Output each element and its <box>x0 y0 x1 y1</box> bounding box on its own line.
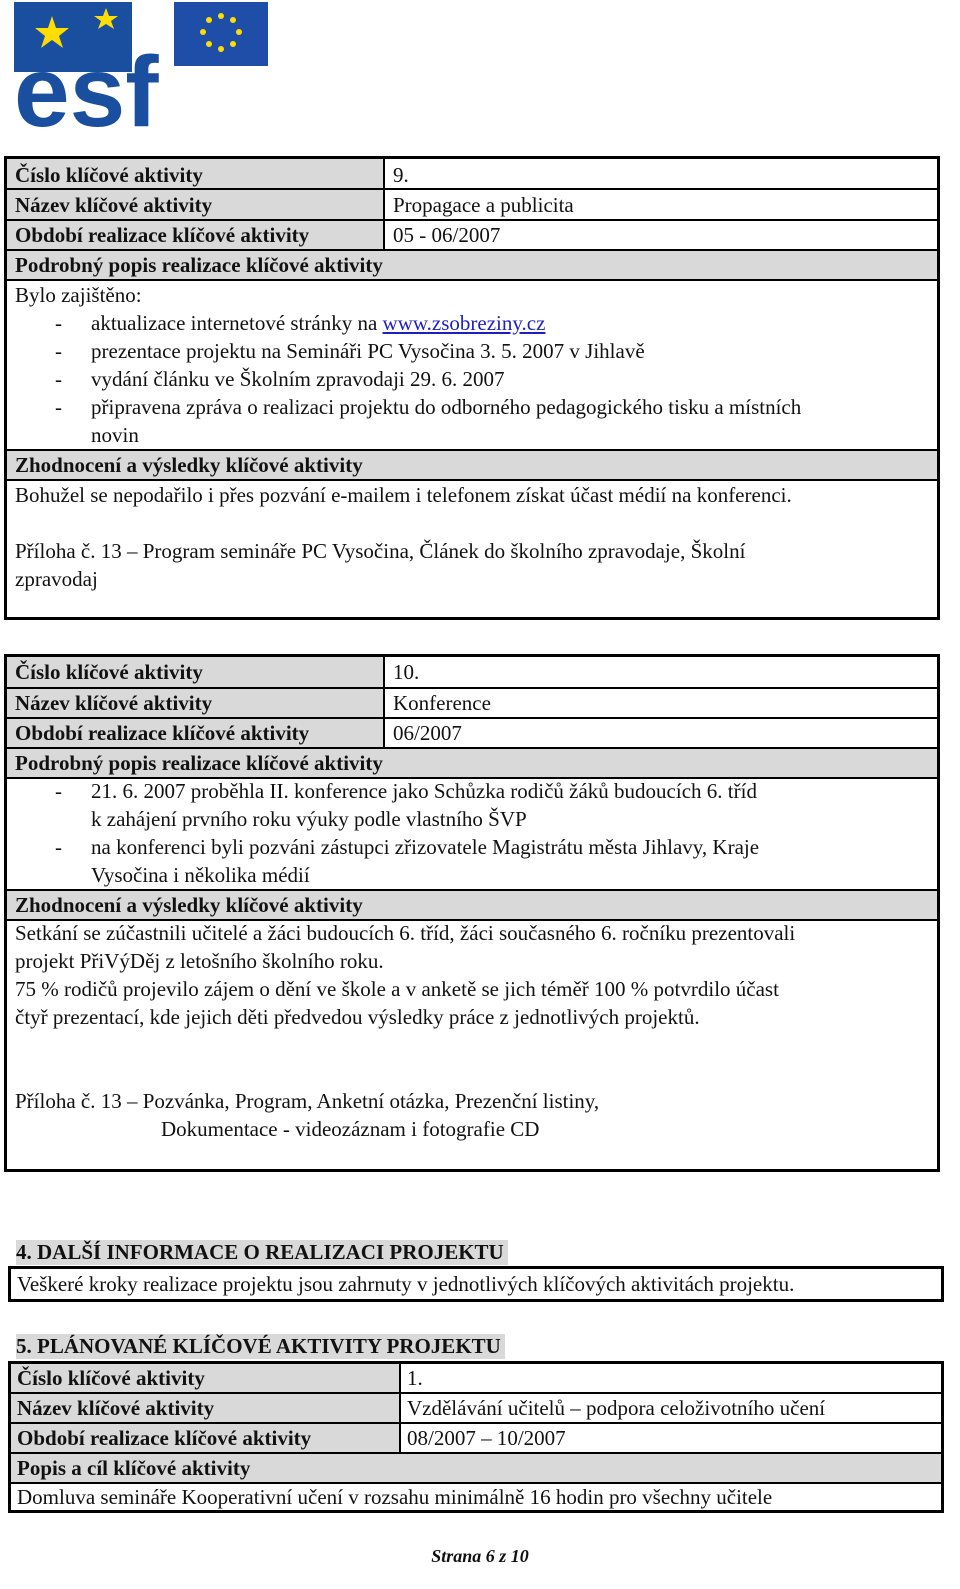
a9-description-body <box>7 281 937 447</box>
bullet-dash: - <box>55 835 62 859</box>
a9-number: 9. <box>393 163 409 187</box>
a9-evaluation-body <box>7 481 937 617</box>
s5-row-period <box>11 1424 941 1452</box>
a10-evaluation-line: projekt PřiVýDěj z letošního školního roku. <box>15 949 384 973</box>
a10-name: Konference <box>393 691 491 715</box>
section-5-table <box>8 1361 944 1513</box>
a10-number: 10. <box>393 660 420 684</box>
a10-label-name: Název klíčové aktivity <box>15 691 213 715</box>
esf-logo-text: esf <box>14 36 159 130</box>
a9-period: 05 - 06/2007 <box>393 223 501 247</box>
s5-number: 1. <box>407 1366 423 1390</box>
a10-attachment-line1: Příloha č. 13 – Pozvánka, Program, Anketní otázka, Prezenční listiny, <box>15 1089 600 1113</box>
a9-label-evaluation: Zhodnocení a výsledky klíčové aktivity <box>15 453 363 477</box>
a10-evaluation-line: 75 % rodičů projevilo zájem o dění ve škole a v anketě se jich téměř 100 % potvrdilo účast <box>15 977 779 1001</box>
a9-row-description-header <box>7 251 937 279</box>
a10-row-period <box>7 719 937 747</box>
a10-period: 06/2007 <box>393 721 462 745</box>
a9-attachment-line1: Příloha č. 13 – Program semináře PC Vysočina, Článek do školního zpravodaje, Školní <box>15 539 746 563</box>
a9-label-description: Podrobný popis realizace klíčové aktivity <box>15 253 383 277</box>
a10-description-body <box>7 779 937 889</box>
section-4-text: Veškeré kroky realizace projektu jsou zahrnuty v jednotlivých klíčových aktivitách projektu. <box>17 1272 795 1296</box>
page-footer: Strana 6 z 10 <box>431 1546 529 1566</box>
section-4-heading: 4. DALŠÍ INFORMACE O REALIZACI PROJEKTU <box>16 1240 508 1265</box>
s5-name: Vzdělávání učitelů – podpora celoživotního učení <box>407 1396 826 1420</box>
a10-item-1-line1: 21. 6. 2007 proběhla II. konference jako Schůzka rodičů žáků budoucích 6. tříd <box>91 779 757 803</box>
activity-9-table <box>4 156 940 620</box>
s5-row-number <box>11 1364 941 1392</box>
bullet-dash: - <box>55 779 62 803</box>
a9-row-evaluation-header <box>7 451 937 479</box>
a9-name: Propagace a publicita <box>393 193 574 217</box>
a9-evaluation-text: Bohužel se nepodařilo i přes pozvání e-mailem i telefonem získat účast médií na konferenci. <box>15 483 792 507</box>
s5-label-name: Název klíčové aktivity <box>17 1396 215 1420</box>
activity-10-table <box>4 654 940 1172</box>
a10-label-period: Období realizace klíčové aktivity <box>15 721 310 745</box>
a9-intro: Bylo zajištěno: <box>15 283 142 307</box>
a10-row-name <box>7 689 937 717</box>
a10-evaluation-line: Setkání se zúčastnili učitelé a žáci budoucích 6. tříd, žáci současného 6. ročníku prezentovali <box>15 921 796 945</box>
a9-row-number <box>7 159 937 189</box>
a10-label-description: Podrobný popis realizace klíčové aktivity <box>15 751 383 775</box>
s5-period: 08/2007 – 10/2007 <box>407 1426 566 1450</box>
website-link[interactable]: www.zsobreziny.cz <box>382 311 546 335</box>
bullet-dash: - <box>55 339 62 363</box>
a10-label-number: Číslo klíčové aktivity <box>15 660 203 684</box>
s5-label-period: Období realizace klíčové aktivity <box>17 1426 312 1450</box>
a10-item-2-line2: Vysočina i několika médií <box>91 863 310 887</box>
esf-logo <box>14 2 270 130</box>
a9-item-3: vydání článku ve Školním zpravodaji 29. 6. 2007 <box>91 367 505 391</box>
s5-goal-text: Domluva semináře Kooperativní učení v rozsahu minimálně 16 hodin pro všechny učitele <box>17 1485 773 1509</box>
section-4-box <box>8 1266 944 1302</box>
s5-label-goal: Popis a cíl klíčové aktivity <box>17 1456 251 1480</box>
a9-attachment-line2: zpravodaj <box>15 567 98 591</box>
a10-row-number <box>7 657 937 687</box>
s5-label-number: Číslo klíčové aktivity <box>17 1366 205 1390</box>
a9-item-2: prezentace projektu na Semináři PC Vysočina 3. 5. 2007 v Jihlavě <box>91 339 645 363</box>
a10-evaluation-line: čtyř prezentací, kde jejich děti předvedou výsledky práce z jednotlivých projektů. <box>15 1005 700 1029</box>
bullet-dash: - <box>55 367 62 391</box>
a9-item-4-line2: novin <box>91 423 139 447</box>
section-5-heading: 5. PLÁNOVANÉ KLÍČOVÉ AKTIVITY PROJEKTU <box>16 1334 505 1359</box>
s5-row-name <box>11 1394 941 1422</box>
bullet-dash: - <box>55 395 62 419</box>
a9-item-4-line1: připravena zpráva o realizaci projektu do odborného pedagogického tisku a místních <box>91 395 802 419</box>
a10-row-evaluation-header <box>7 891 937 919</box>
a9-label-name: Název klíčové aktivity <box>15 193 213 217</box>
a10-row-description-header <box>7 749 937 777</box>
a9-row-name <box>7 190 937 219</box>
a9-row-period <box>7 221 937 249</box>
s5-row-goal-header <box>11 1454 941 1482</box>
a10-item-2-line1: na konferenci byli pozváni zástupci zřizovatele Magistrátu města Jihlavy, Kraje <box>91 835 760 859</box>
a9-label-number: Číslo klíčové aktivity <box>15 163 203 187</box>
a10-evaluation-body <box>7 921 937 1169</box>
a10-item-1-line2: k zahájení prvního roku výuky podle vlastního ŠVP <box>91 807 527 831</box>
a9-label-period: Období realizace klíčové aktivity <box>15 223 310 247</box>
bullet-dash: - <box>55 311 62 335</box>
s5-goal-body <box>11 1484 941 1510</box>
eu-flag-icon <box>174 2 268 66</box>
a10-label-evaluation: Zhodnocení a výsledky klíčové aktivity <box>15 893 363 917</box>
a9-item-1: aktualizace internetové stránky na www.zsobreziny.cz <box>91 311 546 335</box>
a10-attachment-line2: Dokumentace - videozáznam i fotografie CD <box>161 1117 540 1141</box>
